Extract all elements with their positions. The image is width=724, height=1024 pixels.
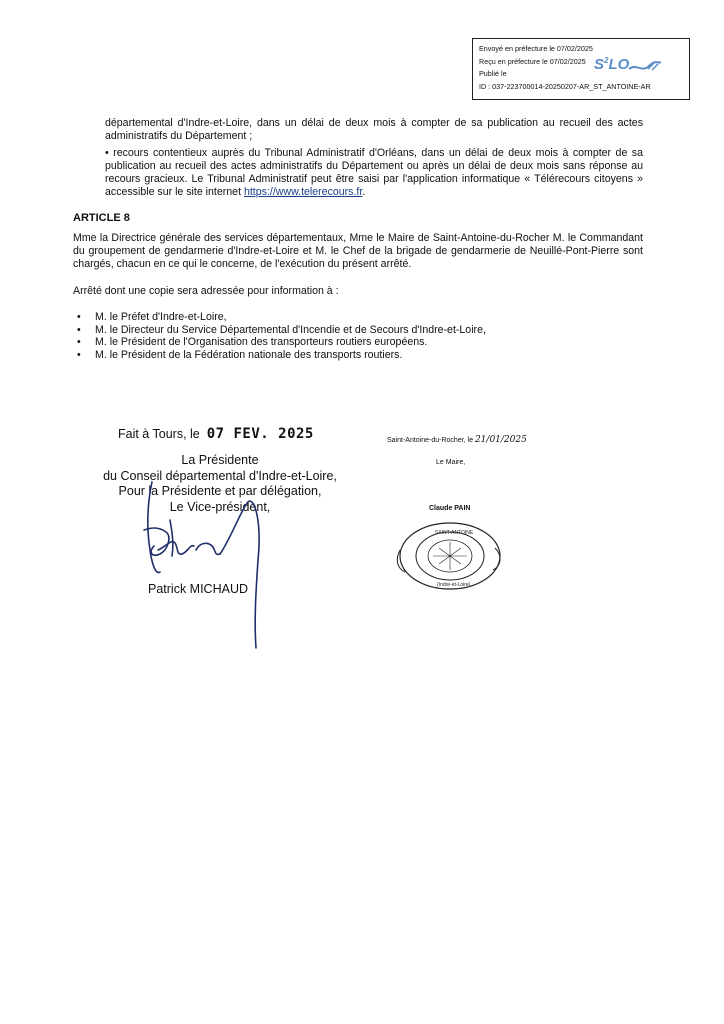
handwritten-signature-icon	[130, 480, 270, 650]
recipient-list	[73, 311, 486, 361]
telerecours-link[interactable]: https://www.telerecours.fr	[243, 186, 363, 198]
list-item: • M. le Président de l'Organisation des transporteurs routiers européens.	[73, 336, 486, 349]
mairie-place-label: Saint-Antoine-du-Rocher, le	[387, 437, 473, 444]
paragraph-end: .	[362, 186, 366, 198]
mairie-date-line	[387, 435, 527, 445]
published-label: Publié le	[479, 69, 507, 78]
s2lo-swoosh-icon	[628, 60, 662, 74]
list-item: • M. le Préfet d'Indre-et-Loire,	[73, 311, 486, 324]
article-heading: ARTICLE 8	[73, 212, 130, 224]
list-item: • M. le Directeur du Service Départemental d'Incendie et de Secours d'Indre-et-Loire,	[73, 324, 486, 337]
signatory-line-3: Pour la Présidente et par délégation,	[118, 484, 322, 498]
paragraph-copy-intro: Arrêté dont une copie sera adressée pour information à :	[73, 285, 339, 297]
act-id: ID : 037-223700014-20250207-AR_ST_ANTOINE-AR	[479, 81, 651, 91]
fait-date-stamp: 07 FEV. 2025	[206, 426, 314, 442]
signatory-name: Patrick MICHAUD	[148, 582, 249, 596]
paragraph-recours-gracieux: départemental d'Indre-et-Loire, dans un délai de deux mois à compter de sa publication au recueil des actes administratifs du Département ;	[105, 117, 643, 142]
s2lo-logo: $S^2LO$	[594, 56, 630, 73]
svg-text:SAINT-ANTOINE: SAINT-ANTOINE	[435, 530, 474, 536]
paragraph-recours-text: • recours contentieux auprès du Tribunal Administratif d'Orléans, dans un délai de deux mois à compter de sa publication au recueil des actes administratifs du Département ou après un délai de deux mois sans réponse au recours gracieux. Le Tribunal Administratif peut être saisi par l'application informatique « Télérecours citoyens » accessible sur le site internet	[105, 147, 643, 198]
paragraph-execution: Mme la Directrice générale des services départementaux, Mme le Maire de Saint-Antoine-du-Rocher M. le Commandant du groupement de gendarmerie d'Indre-et-Loire et M. le Chef de la brigade de gendarmerie de Neuillé-Pont-Pierre sont chargés, chacun en ce qui le concerne, de l'exécution du présent arrêté.	[73, 232, 643, 270]
signatory-line-1: La Présidente	[181, 453, 259, 467]
fait-line	[118, 426, 314, 442]
maire-title: Le Maire,	[436, 459, 466, 466]
mairie-seal-icon	[395, 520, 505, 592]
received-date: Reçu en préfecture le 07/02/2025	[479, 56, 586, 66]
maire-name: Claude PAIN	[429, 505, 471, 512]
list-item: • M. le Président de la Fédération nationale des transports routiers.	[73, 349, 486, 362]
paragraph-recours-contentieux	[105, 147, 643, 199]
sent-date: Envoyé en préfecture le 07/02/2025	[479, 44, 593, 53]
fait-label: Fait à Tours, le	[118, 427, 200, 441]
signatory-line-2: du Conseil départemental d'Indre-et-Loire,	[103, 468, 337, 483]
signatory-line-4: Le Vice-président,	[169, 499, 271, 514]
svg-text:(Indre-et-Loire): (Indre-et-Loire)	[437, 582, 471, 588]
mairie-handwritten-date: 21/01/2025	[474, 435, 527, 445]
